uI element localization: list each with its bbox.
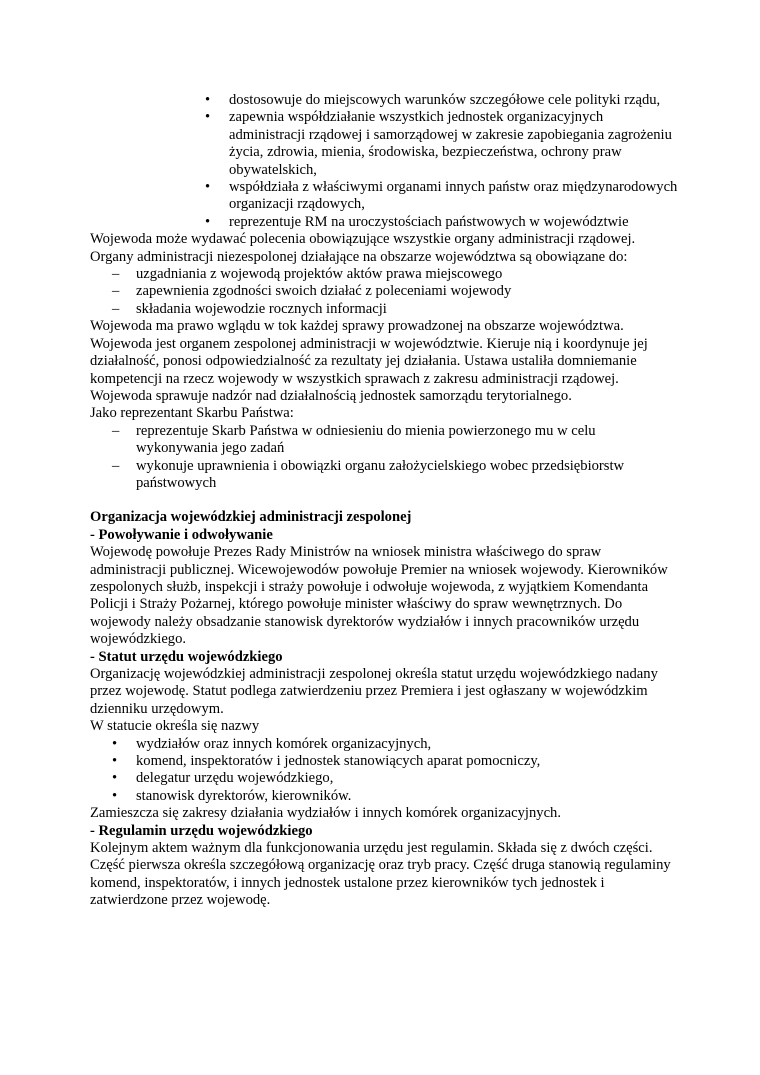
paragraph: Wojewodę powołuje Prezes Rady Ministrów na wniosek ministra właściwego do spraw administracji publicznej. Wicewojewodów powołuje Premier na wniosek wojewody. Kierowników zespolonych służb, inspekcji i straży powołuje i odwołuje wojewoda, z wyjątkiem Komendanta Policji i Straży Pożarnej, którego powołuje minister właściwy do spraw wewnętrznych. Do wojewody należy obsadzanie stanowisk dyrektorów wydziałów i innych pracowników urzędu wojewódzkiego. [90,544,668,648]
list-item: • zapewnia współdziałanie wszystkich jednostek organizacyjnych administracji rządowej i samorządowej w zakresie zapobiegania zagrożeniu życia, zdrowia, mienia, środowiska, bezpieczeństwa, ochrony praw obywatelskich, [229,109,680,179]
subsection-heading: - Powoływanie i odwoływanie [90,526,273,543]
list-item: – wykonuje uprawnienia i obowiązki organu założycielskiego wobec przedsiębiorstw państwowych [136,458,680,493]
list-item: • współdziała z właściwymi organami innych państw oraz międzynarodowych organizacji rządowych, [229,179,680,214]
list-item: • reprezentuje RM na uroczystościach państwowych w województwie [229,214,680,231]
paragraph: Wojewoda jest organem zespolonej administracji w województwie. Kieruje nią i koordynuje jej działalność, ponosi odpowiedzialność za rezultaty jej działania. Ustawa ustaliła domniemanie kompetencji na rzecz wojewody w wszystkich sprawach z zakresu administracji rządowej. [90,335,648,387]
voivode-duties-list [90,92,680,231]
list-item: – reprezentuje Skarb Państwa w odniesieniu do mienia powierzonego mu w celu wykonywania jego zadań [136,423,680,458]
document-body [90,92,680,910]
paragraph: Jako reprezentant Skarbu Państwa: [90,405,294,422]
list-item: • wydziałów oraz innych komórek organizacyjnych, [136,736,680,753]
obligations-list [90,266,680,318]
list-item: – uzgadniania z wojewodą projektów aktów prawa miejscowego [136,266,680,283]
subsection-heading: - Regulamin urzędu wojewódzkiego [90,822,313,839]
list-item: – składania wojewodzie rocznych informacji [136,301,680,318]
paragraph: Organy administracji niezespolonej działające na obszarze województwa są obowiązane do: [90,248,628,265]
list-item: • delegatur urzędu wojewódzkiego, [136,770,680,787]
list-item: • komend, inspektoratów i jednostek stanowiących aparat pomocniczy, [136,753,680,770]
paragraph: W statucie określa się nazwy [90,718,260,735]
statute-names-list [90,736,680,806]
list-item: • stanowisk dyrektorów, kierowników. [136,788,680,805]
paragraph: Wojewoda sprawuje nadzór nad działalnością jednostek samorządu terytorialnego. [90,387,572,404]
treasury-representation-list [90,423,680,493]
list-item: – zapewnienia zgodności swoich działać z poleceniami wojewody [136,283,680,300]
paragraph: Kolejnym aktem ważnym dla funkcjonowania urzędu jest regulamin. Składa się z dwóch części. Część pierwsza określa szczegółową organizację oraz tryb pracy. Część druga stanowią regulaminy komend, inspektoratów, i innych jednostek ustalone przez kierowników tych jednostek i zatwierdzone przez wojewodę. [90,840,671,909]
section-heading: Organizacja wojewódzkiej administracji zespolonej [90,509,412,526]
subsection-heading: - Statut urzędu wojewódzkiego [90,648,283,665]
paragraph: Organizację wojewódzkiej administracji zespolonej określa statut urzędu wojewódzkiego nadany przez wojewodę. Statut podlega zatwierdzeniu przez Premiera i jest ogłaszany w wojewódzkim dzienniku urzędowym. [90,666,658,717]
list-item: • dostosowuje do miejscowych warunków szczegółowe cele polityki rządu, [229,92,680,109]
spacer [90,492,680,509]
paragraph: Wojewoda może wydawać polecenia obowiązujące wszystkie organy administracji rządowej. [90,231,636,248]
paragraph: Wojewoda ma prawo wglądu w tok każdej sprawy prowadzonej na obszarze województwa. [90,318,624,335]
paragraph: Zamieszcza się zakresy działania wydziałów i innych komórek organizacyjnych. [90,805,561,822]
